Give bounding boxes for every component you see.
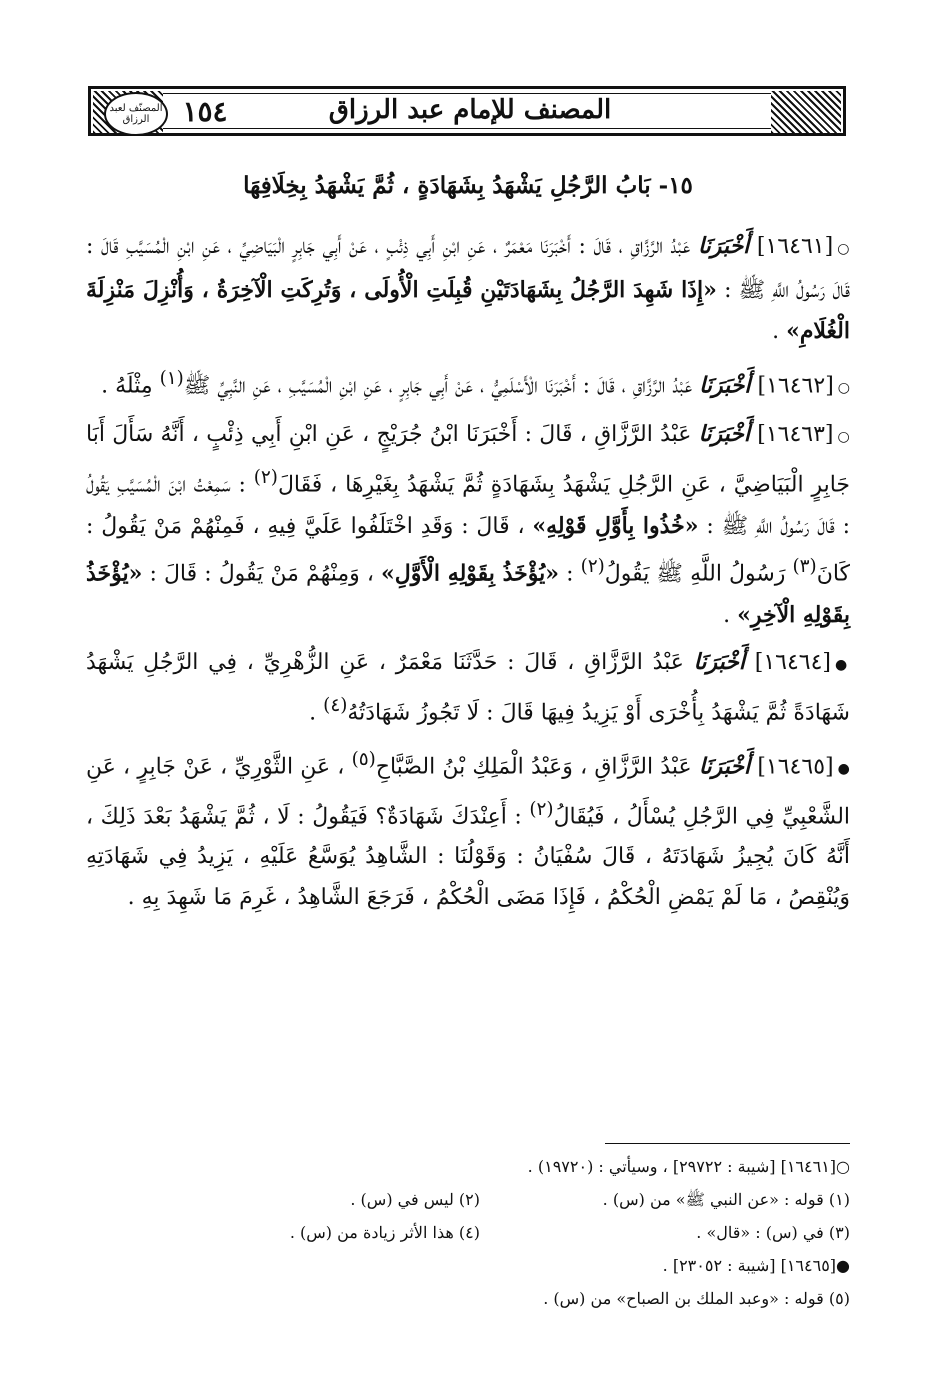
akhbarana: أَخْبَرَنَا [693,649,745,676]
hadith-matn: «خُذُوا بِأَوَّلِ قَوْلِهِ» [532,512,699,539]
footnote-ref: (١) [159,367,184,389]
hadith-text: عَبْدُ الرَّزَّاقِ ، وَعَبْدُ الْمَلِكِ بْنُ الصَّبَّاحِ [375,754,692,780]
hadith-16465 [86,740,850,919]
seal-text: المصنّف لعبد الرزاق [109,103,163,125]
hadith-matn: «إِذَا شَهِدَ الرَّجُلُ بِشَهَادَتَيْنِ قُبِلَتِ الْأُولَى ، وَتُرِكَتِ الْآخِرَةُ ، وَأُنْزِلَ مَنْزِلَةَ الْغُلَامِ» [86,276,850,344]
bullet-marker-icon: ● [837,761,851,778]
hadith-matn: «يُؤْخَذُ بِقَوْلِهِ الْآخِرِ» [86,560,850,628]
hadith-number: [١٦٤٦١] [756,234,834,259]
akhbarana: أَخْبَرَنَا [698,753,751,780]
footnote-ref: (٤) [323,694,348,716]
hadith-text: : [566,561,574,587]
footnote-ref: (٢) [580,556,605,578]
book-title: المصنف للإمام عبد الرزاق [328,95,612,125]
takhrij-note: ○[١٦٤٦١] [شيبة : ٢٩٧٢٢] ، وسيأتي : (١٩٧٢٠) . [527,1157,850,1176]
hadith-text: مِثْلَهُ . [101,372,153,398]
circle-marker-icon: ○ [837,241,851,257]
hadith-16462 [86,359,850,409]
hadith-16461 [86,226,850,353]
footnote-3: (٣) في (س) : «قال» . [696,1223,850,1242]
footnote-4: (٤) هذا الأثر زيادة من (س) . [289,1223,480,1242]
hadith-number: [١٦٤٦٤] [754,650,831,676]
chapter-title: ١٥- بَابُ الرَّجُلِ يَشْهَدُ بِشَهَادَةٍ ، ثُمَّ يَشْهَدُ بِخِلَافِهَا [243,172,693,199]
hadith-number: [١٦٤٦٥] [757,754,834,780]
hadith-16464 [86,642,850,733]
hadith-text: : أَعِنْدَكَ شَهَادَةٌ؟ فَيَقُولُ : لَا ، ثُمَّ يَشْهَدُ بَعْدَ ذَلِكَ ، أَنَّهُ كَانَ يُجِيزُ شَهَادَتَهُ ، قَالَ سُفْيَانُ : وَقَوْلُنَا : الشَّاهِدُ يُوَسَّعُ عَلَيْهِ ، يَزِيدُ فِي شَهَادَتِهِ وَيُنْقِصُ ، مَا لَمْ يَمْضِ الْحُكْمُ ، فَإِذَا مَضَى الْحُكْمُ ، فَرَجَعَ الشَّاهِدُ ، غَرِمَ مَا شَهِدَ بِهِ . [86,803,850,910]
hadith-text: . [723,602,731,628]
footnote-row [86,1216,850,1249]
akhbarana: أَخْبَرَنَا [699,371,751,398]
footnote-5: (٥) قوله : «وعبد الملك بن الصباح» من (س) . [543,1289,850,1308]
footnote-ref: (٢) [529,798,554,820]
footnote-ref: (٥) [351,748,376,770]
hadith-matn: «يُؤْخَذُ بِقَوْلِهِ الْأَوَّلِ» [381,560,560,587]
footnote-separator [605,1143,850,1144]
hadith-text: رَسُولُ اللَّهِ ﷺ يَقُولُ [604,561,786,587]
hadith-text: ، عَنِ الثَّوْرِيِّ ، عَنْ جَابِرٍ ، عَنِ الشَّعْبِيِّ فِي الرَّجُلِ يُسْأَلُ ، فَيُقَالُ [86,754,851,829]
takhrij-note: ●[١٦٤٦٥] [شيبة : ٢٣٠٥٢] . [662,1256,850,1275]
hadith-number: [١٦٤٦٣] [757,422,834,448]
hadith-text: : سَمِعْتُ ابْنَ الْمُسَيَّبِ يَقُولُ : قَالَ رَسُولُ اللَّهِ ﷺ : [86,472,850,539]
hadith-text: . [309,700,317,726]
akhbarana: أَخْبَرَنَا [698,421,750,448]
main-text [86,226,850,924]
footnote-2: (٢) ليس في (س) . [350,1190,480,1209]
book-seal [104,92,168,136]
circle-marker-icon: ○ [837,379,850,396]
circle-marker-icon: ○ [837,429,850,446]
right-ornament [771,91,841,133]
hadith-number: [١٦٤٦٢] [757,372,834,398]
hadith-text: ، وَمِنْهُمْ مَنْ يَقُولُ : قَالَ : [149,561,374,587]
bullet-marker-icon: ● [835,657,850,674]
hadith-text: . [772,319,780,344]
hadith-text: عَبْدُ الرَّزَّاقِ ، قَالَ : أَخْبَرَنَا الْأَسْلَمِيُّ ، عَنْ أَبِي جَابِرٍ ، عَنِ ابْنِ الْمُسَيَّبِ ، عَنِ النَّبِيِّ ﷺ [183,372,693,398]
footnote-row [86,1183,850,1216]
page-number: ١٥٤ [182,95,228,128]
hadith-text: عَبْدُ الرَّزَّاقِ ، قَالَ : أَخْبَرَنَا مَعْمَرٌ ، عَنِ ابْنِ أَبِي ذِئْبٍ ، عَنْ أَبِي جَابِرٍ الْبَيَاضِيِّ ، عَنِ ابْنِ الْمُسَيَّبِ قَالَ : قَالَ رَسُولُ اللَّهِ ﷺ : [86,234,850,303]
footnote-1: (١) قوله : «عن النبي ﷺ» من (س) . [602,1190,850,1209]
footnote-ref: (٣) [792,556,817,578]
akhbarana: أَخْبَرَنَا [697,233,750,259]
hadith-16463 [86,414,850,636]
hadith-text: عَبْدُ الرَّزَّاقِ ، قَالَ : حَدَّثَنَا مَعْمَرٌ ، عَنِ الزُّهْرِيِّ ، فِي الرَّجُلِ يَشْهَدُ شَهَادَةً ثُمَّ يَشْهَدُ بِأُخْرَى أَوْ يَزِيدُ فِيهَا قَالَ : لَا تَجُوزُ شَهَادَتُهُ [86,650,850,726]
footnotes [86,1150,850,1315]
hadith-text: عَبْدُ الرَّزَّاقِ ، قَالَ : أَخْبَرَنَا ابْنُ جُرَيْجٍ ، عَنِ ابْنِ أَبِي ذِئْبٍ ، أَنَّهُ سَأَلَ أَبَا جَابِرٍ الْبَيَاضِيَّ ، عَنِ الرَّجُلِ يَشْهَدُ بِشَهَادَةٍ ثُمَّ يَشْهَدُ بِغَيْرِهَا ، فَقَالَ [86,422,851,498]
footnote-ref: (٢) [253,466,278,488]
hadith-text: ، قَالَ : وَقَدِ اخْتَلَفُوا عَلَيَّ فِيهِ ، فَمِنْهُمْ مَنْ يَقُولُ : كَانَ [86,513,851,587]
